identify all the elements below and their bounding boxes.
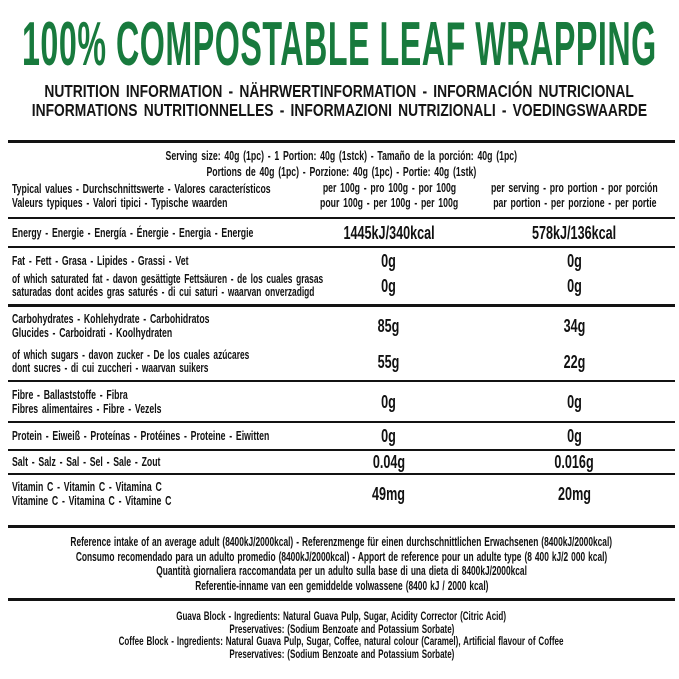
row-label-line: of which saturated fat - davon gesättigte Fettsäuren - de los cuales grasas <box>12 271 324 286</box>
row-label-line: Salt - Salz - Sal - Sel - Sale - Zout <box>12 454 161 469</box>
serving-line-2: Portions de 40g (1pc) - Porzione: 40g (1pc) - Portie: 40g (1stk) <box>206 163 477 179</box>
row-label-line: Fat - Fett - Grasa - Lipides - Grassi - Vet <box>12 252 189 268</box>
row-fibre <box>8 382 675 421</box>
value-per-serving <box>474 426 675 446</box>
reference-line: Reference intake of an average adult (8400kJ/2000kcal) - Referenzmenge für einen durchschnittlichen Erwachsenen (8400kJ/2000kcal) <box>70 535 613 549</box>
header-col-line: per 100g - pro 100g - por 100g <box>322 180 456 195</box>
header-label-line: Valeurs typiques - Valori tipici - Typische waarden <box>12 194 228 210</box>
value-per-100g <box>304 452 474 472</box>
value-per-serving <box>474 223 675 243</box>
value-per-100g <box>304 316 474 336</box>
subtitle-line-2: INFORMATIONS NUTRITIONNELLES - INFORMAZIONI NUTRIZIONALI - VOEDINGSWAARDE <box>31 100 648 120</box>
row-label <box>8 254 304 268</box>
serving-line-1: Serving size: 40g (1pc) - 1 Portion: 40g (1stck) - Tamaño de la porción: 40g (1pc) <box>165 148 518 163</box>
label-header <box>0 0 679 120</box>
row-label <box>8 312 304 340</box>
value-per-100g <box>304 392 474 412</box>
header-col-line: par portion - per porzione - per portie <box>492 194 657 210</box>
value-per-100g <box>304 484 474 504</box>
value-per-100g <box>304 352 474 372</box>
table-header-row <box>8 181 675 217</box>
value-per-100g <box>304 223 474 243</box>
row-fat <box>8 248 675 271</box>
value-text: 0.016g <box>554 452 595 472</box>
row-carbohydrates <box>8 307 675 344</box>
value-text: 34g <box>563 315 586 336</box>
page-title: 100% COMPOSTABLE LEAF WRAPPING <box>22 10 657 79</box>
row-label-line: Fibres alimentaires - Fibre - Vezels <box>12 400 162 416</box>
row-label-line: Carbohydrates - Kohlehydrate - Carbohidratos <box>12 310 210 326</box>
reference-line: Quantità giornaliera raccomandata per un adulto sulla base di una dieta di 8400kJ/2000kcal <box>156 564 527 578</box>
value-text: 0g <box>567 250 582 271</box>
value-text: 0g <box>381 391 397 412</box>
row-label <box>8 455 304 469</box>
value-text: 1445kJ/340kcal <box>343 222 435 243</box>
value-text: 0g <box>381 426 397 446</box>
value-per-100g <box>304 426 474 446</box>
value-per-serving <box>474 392 675 412</box>
row-label-line: of which sugars - davon zucker - De los cuales azúcares <box>12 347 250 362</box>
value-text: 22g <box>563 352 586 372</box>
header-col-line: pour 100g - per 100g - per 100g <box>319 194 459 210</box>
value-text: 85g <box>378 315 400 336</box>
row-label <box>8 388 304 416</box>
value-text: 0.04g <box>372 452 406 472</box>
page-title-wrap <box>0 10 679 79</box>
value-text: 0g <box>567 426 582 446</box>
value-per-serving <box>474 484 675 504</box>
value-per-serving <box>474 452 675 472</box>
row-label <box>8 429 304 443</box>
header-typical-values <box>8 182 304 210</box>
value-text: 0g <box>567 391 582 412</box>
reference-line: Referentie-inname van een gemiddelde volwassene (8400 kJ / 2000 kcal) <box>194 578 489 593</box>
row-label-line: dont sucres - di cui zuccheri - waarvan suikers <box>12 361 209 375</box>
row-saturated-fat <box>8 271 675 304</box>
header-col-line: per serving - pro portion - por porción <box>491 180 658 195</box>
value-per-100g <box>304 276 474 296</box>
value-per-100g <box>304 251 474 271</box>
serving-size-block <box>8 143 675 179</box>
subtitle-block <box>0 82 679 120</box>
ingredients-preservatives-line: Preservatives: (Sodium Benzoate and Potassium Sorbate) <box>229 646 454 661</box>
ingredients-preservatives-line: Preservatives: (Sodium Benzoate and Potassium Sorbate) <box>229 621 454 636</box>
value-text: 578kJ/136kcal <box>532 222 617 243</box>
ingredients-guava-line: Guava Block - Ingredients: Natural Guava Pulp, Sugar, Acidity Corrector (Citric Acid) <box>176 609 507 623</box>
value-per-serving <box>474 276 675 296</box>
reference-intake-block <box>8 528 675 598</box>
row-label-line: Vitamine C - Vitamina C - Vitamine C <box>12 493 172 508</box>
value-per-serving <box>474 352 675 372</box>
ingredients-coffee-line: Coffee Block - Ingredients: Natural Guava Pulp, Sugar, Coffee, natural colour (Caramel), Artificial flavour of Coffee <box>119 634 564 648</box>
row-label-line: Energy - Energie - Energía - Énergie - Energia - Energie <box>12 224 254 240</box>
row-energy <box>8 219 675 246</box>
row-label <box>8 480 304 508</box>
row-label-line: Glucides - Carboidrati - Koolhydraten <box>12 324 173 340</box>
row-label <box>8 226 304 240</box>
value-text: 49mg <box>372 484 406 504</box>
ingredients-block <box>8 601 675 660</box>
row-label-line: Protein - Eiweiß - Proteínas - Protéines - Proteine - Eiwitten <box>12 428 270 443</box>
row-label-line: Fibre - Ballaststoffe - Fibra <box>12 386 128 402</box>
value-text: 0g <box>381 250 397 271</box>
header-col-per-100g <box>304 181 474 210</box>
value-text: 55g <box>378 352 400 372</box>
row-salt <box>8 451 675 473</box>
value-text: 0g <box>567 276 582 296</box>
value-text: 20mg <box>558 484 591 504</box>
row-label-line: saturadas dont acides gras saturés - di cui saturi - waarvan onverzadigd <box>12 285 315 299</box>
row-label <box>8 349 304 376</box>
value-per-serving <box>474 316 675 336</box>
value-per-serving <box>474 251 675 271</box>
row-label <box>8 271 324 300</box>
header-label-line: Typical values - Durchschnittswerte - Valores característicos <box>12 180 271 196</box>
row-protein <box>8 423 675 449</box>
reference-line: Consumo recomendado para un adulto promedio (8400kJ/2000kcal) - Apport de reference pour un adulte type (8 400 kJ/2 000 kcal) <box>75 549 608 564</box>
row-sugars <box>8 344 675 380</box>
value-text: 0g <box>381 276 397 296</box>
row-vitamin-c <box>8 475 675 525</box>
subtitle-line-1: NUTRITION INFORMATION - NÄHRWERTINFORMATION - INFORMACIÓN NUTRICIONAL <box>44 81 635 101</box>
nutrition-table <box>8 140 675 660</box>
header-col-per-serving <box>474 181 675 210</box>
row-label-line: Vitamin C - Vitamin C - Vitamina C <box>12 479 162 494</box>
